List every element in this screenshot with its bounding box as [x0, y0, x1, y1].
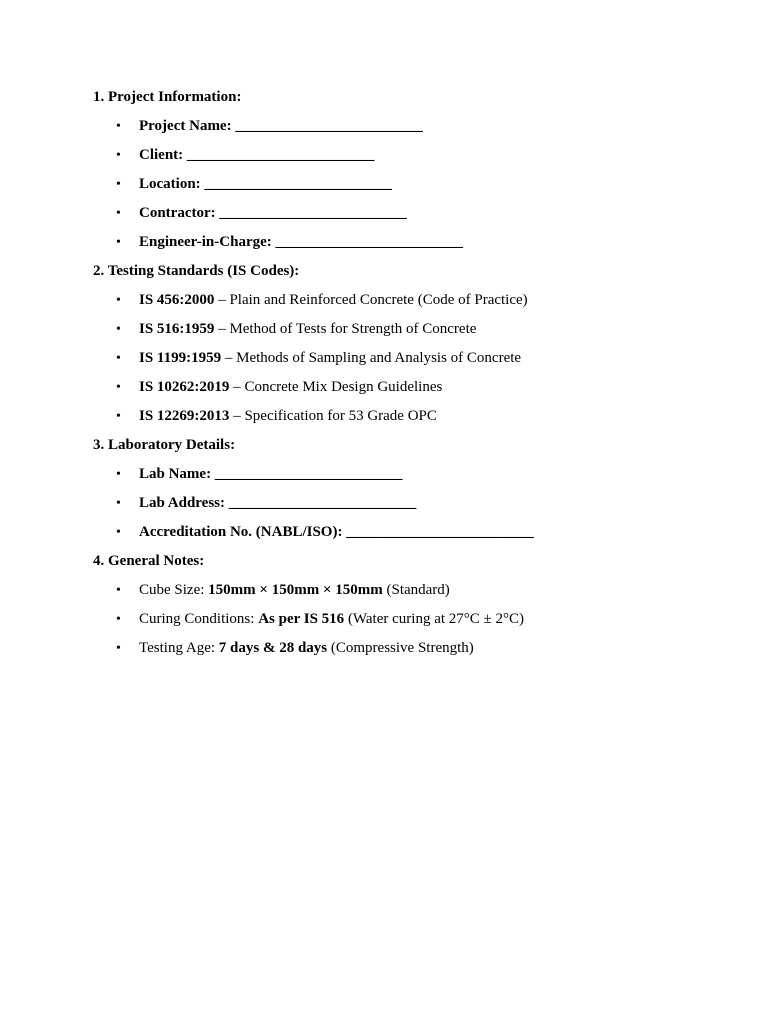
code-description: – Plain and Reinforced Concrete (Code of Practice): [214, 292, 528, 308]
bullet: •: [116, 583, 121, 598]
list-item-client: [116, 146, 374, 165]
section-heading-laboratory-details: 3. Laboratory Details:: [93, 437, 236, 453]
code-label: IS 12269:2013: [139, 408, 230, 424]
field-label: Lab Address:: [139, 495, 226, 511]
bullet: •: [116, 612, 121, 627]
field-label: Lab Name:: [139, 466, 212, 482]
note-value: As per IS 516: [258, 611, 345, 627]
field-label: Engineer-in-Charge:: [139, 234, 272, 250]
note-prefix: Cube Size:: [139, 582, 209, 598]
list-item-cube-size: [116, 581, 450, 600]
field-label: Client:: [139, 147, 184, 163]
list-item-engineer-in-charge: [116, 233, 463, 252]
note-prefix: Curing Conditions:: [139, 611, 259, 627]
section-heading-general-notes: 4. General Notes:: [93, 553, 205, 569]
code-label: IS 10262:2019: [139, 379, 230, 395]
note-suffix: (Compressive Strength): [327, 640, 474, 656]
bullet: •: [116, 409, 121, 424]
field-blank: _________________________: [211, 466, 403, 482]
bullet: •: [116, 293, 121, 308]
list-item-lab-name: [116, 465, 402, 484]
field-label: Location:: [139, 176, 201, 192]
bullet: •: [116, 380, 121, 395]
bullet: •: [116, 641, 121, 656]
field-blank: _________________________: [225, 495, 417, 511]
list-item-is-1199: [116, 349, 521, 368]
note-suffix: (Water curing at 27°C ± 2°C): [344, 611, 524, 627]
bullet: •: [116, 467, 121, 482]
list-item-location: [116, 175, 392, 194]
code-description: – Concrete Mix Design Guidelines: [229, 379, 443, 395]
note-suffix: (Standard): [382, 582, 450, 598]
note-prefix: Testing Age:: [139, 640, 219, 656]
field-blank: _________________________: [342, 524, 534, 540]
list-item-testing-age: [116, 639, 474, 658]
bullet: •: [116, 351, 121, 366]
bullet: •: [116, 119, 121, 134]
field-blank: _________________________: [231, 118, 423, 134]
bullet: •: [116, 206, 121, 221]
field-label: Accreditation No. (NABL/ISO):: [139, 524, 343, 540]
bullet: •: [116, 322, 121, 337]
list-item-is-456: [116, 291, 528, 310]
field-blank: _________________________: [200, 176, 392, 192]
list-item-contractor: [116, 204, 407, 223]
bullet: •: [116, 525, 121, 540]
section-heading-project-information: 1. Project Information:: [93, 89, 242, 105]
list-item-curing-conditions: [116, 610, 524, 629]
field-blank: _________________________: [183, 147, 375, 163]
field-blank: _________________________: [271, 234, 464, 250]
list-item-is-12269: [116, 407, 437, 426]
field-label: Contractor:: [139, 205, 216, 221]
code-label: IS 1199:1959: [139, 350, 222, 366]
code-label: IS 456:2000: [139, 292, 215, 308]
list-item-is-516: [116, 320, 476, 339]
bullet: •: [116, 148, 121, 163]
field-blank: _________________________: [215, 205, 407, 221]
note-value: 150mm × 150mm × 150mm: [208, 582, 383, 598]
code-description: – Method of Tests for Strength of Concrete: [214, 321, 477, 337]
list-item-lab-address: [116, 494, 416, 513]
note-value: 7 days & 28 days: [218, 640, 328, 656]
field-label: Project Name:: [139, 118, 232, 134]
code-description: – Specification for 53 Grade OPC: [229, 408, 437, 424]
bullet: •: [116, 177, 121, 192]
list-item-project-name: [116, 117, 423, 136]
section-heading-testing-standards: 2. Testing Standards (IS Codes):: [93, 263, 300, 279]
code-description: – Methods of Sampling and Analysis of Concrete: [221, 350, 522, 366]
bullet: •: [116, 496, 121, 511]
bullet: •: [116, 235, 121, 250]
list-item-accreditation-no: [116, 523, 534, 542]
list-item-is-10262: [116, 378, 442, 397]
code-label: IS 516:1959: [139, 321, 215, 337]
